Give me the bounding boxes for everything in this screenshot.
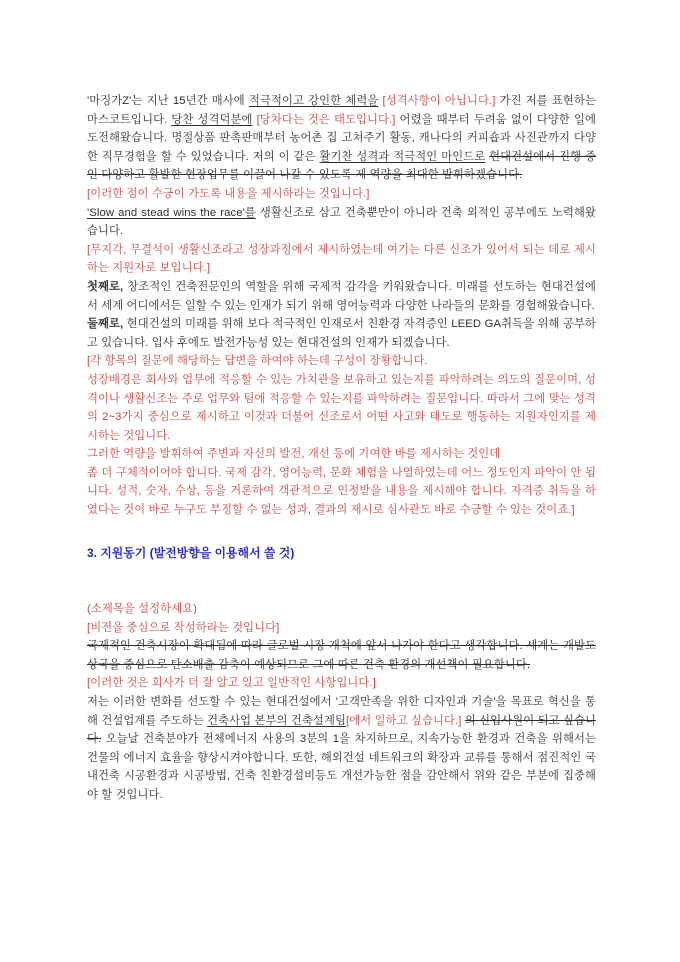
annotation-paragraph: 성장배경은 회사와 업무에 적응할 수 있는 가치관을 보유하고 있는지를 파악하려는 의도의 질문이며, 성격이나 생활신조는 주로 업무와 팀에 적응할 수 있는지를 파악하려는 질문입니다. 따라서 그에 맞는 성격의 2~3가지 중심으로 제시하고 이것과 더불어 신조로서 어떤 사고와 태도로 행동하는 지원자인지를 제시하는 것입니다. (87, 373, 596, 442)
text-run: 저는 이러한 변화를 선도할 수 있는 현대건설에서 '고객만족을 위한 디자인과 기술'을 목표로 혁신을 통해 건설업계를 주도하는 (87, 696, 596, 727)
text-run: 첫째로, (87, 280, 124, 293)
annotation-paragraph: [이러한 것은 회사가 더 잘 알고 있고 일반적인 사항입니다.] (87, 677, 376, 690)
text-run: 적극적이고 강인한 체력을 (248, 95, 379, 107)
text-run: 활기찬 성격과 적극적인 마인드로 (319, 150, 486, 163)
section-heading: 3. 지원동기 (발전방향을 이용해서 쓸 것) (87, 546, 295, 561)
spacer (87, 581, 596, 600)
body-paragraph (87, 278, 596, 315)
text-run: 국제적인 건축시장이 확대됨에 따라 글로벌 시장 개척에 앞서 나가야 한다고 생각합니다. 세계는 개발도상국을 중심으로 탄소배출 감축이 예상되므로 그에 따른 건축 환경의 개선책이 필요합니다. (87, 640, 596, 671)
annotation-paragraph: [비전을 중심으로 작성하라는 것입니다] (87, 621, 280, 634)
annotation-paragraph: 그러한 역량을 발휘하여 주변과 자신의 발전, 개선 등에 기여한 바를 제시하는 것인데 (87, 448, 501, 461)
body-paragraph (87, 693, 596, 805)
body-paragraph (87, 92, 596, 185)
text-run: 'Slow and stead wins the race'를 (87, 206, 256, 219)
body-paragraph (87, 637, 596, 674)
text-run: 의 신입사원이 되고 싶습니다. (87, 714, 596, 746)
spacer (87, 520, 596, 539)
text-run: 가진 저를 표현하는 마스코트입니다. (87, 95, 596, 126)
text-run: 어렸을 때부터 두려움 없이 다양한 일에 도전해왔습니다. 명절상품 판촉판매부터 농어촌 집 고쳐주기 활동, 캐나다의 커피숍과 사진관까지 다양한 직무경험을 할 수 있었습니다. 저의 이 같은 (87, 113, 596, 163)
annotation-paragraph: 좀 더 구체적이어야 합니다. 국제 감각, 영어능력, 문화 체험을 나열하였는데 어느 정도인지 파악이 안 됩니다. 성적, 숫자, 수상, 등을 거론하여 객관적으로 인정받을 내용을 제시해야 합니다. 자격증 취득을 하였다는 것이 바로 누구도 부정할 수 없는 성과, 결과의 제시로 심사관도 바로 수긍할 수 있는 것이죠.] (87, 466, 596, 517)
annotation-inline: [에서 일하고 싶습니다.] (345, 714, 462, 727)
text-run: 건축사업 본부의 건축설계팀 (207, 714, 346, 727)
text-run: 당찬 성격덕분에 (171, 113, 253, 126)
text-run: 창조적인 건축전문인의 역할을 위해 국제적 감각을 키워왔습니다. 미래를 선도하는 현대건설에서 세계 어디에서든 일할 수 있는 인재가 되기 위해 영어능력과 다양한 나라들의 문화를 경험해왔습니다. (87, 280, 596, 312)
annotation-paragraph: [각 항목의 질문에 해당하는 답변을 하여야 하는데 구성이 장황합니다. (87, 355, 428, 368)
body-paragraph (87, 204, 596, 241)
annotation-paragraph: (소제목을 설정하세요) (87, 603, 198, 616)
text-run: 둘째로, (87, 318, 124, 331)
text-run: '마징가Z'는 지난 15년간 매사에 (87, 95, 249, 107)
text-run: 현대건설에서 진행 중인 다양하고 활발한 현장업무를 이끌어 나갈 수 있도록 제 역량을 최대한 발휘하겠습니다. (87, 150, 596, 182)
annotation-paragraph: [이러한 점이 수긍이 가도록 내용을 제시하라는 것입니다.] (87, 187, 370, 200)
annotation-inline: [성격사항이 아닙니다.] (382, 95, 496, 107)
annotation-paragraph: [무지각, 무결석이 생활신조라고 성장과정에서 제시하였는데 여기는 다른 신조가 있어서 되는 데로 제시하는 지원자로 보입니다.] (87, 243, 596, 275)
annotation-inline: [당차다는 것은 태도입니다.] (256, 113, 396, 126)
text-run: 생활신조로 삼고 건축뿐만이 아니라 건축 외적인 공부에도 노력해왔습니다. (87, 206, 596, 238)
text-run: 현대건설의 미래를 위해 보다 적극적인 인재로서 친환경 자격증인 LEED GA취득을 위해 공부하고 있습니다. 입사 후에도 발전가능성 있는 현대건설의 인재가 되겠습니다. (87, 318, 596, 349)
spacer (87, 563, 596, 582)
text-run: 오늘날 건축분야가 전체에너지 사용의 3분의 1을 차지하므로, 지속가능한 환경과 건축을 위해서는 건물의 에너지 효율을 향상시켜야합니다. 또한, 해외건설 네트워크의 확장과 교류를 통해서 점진적인 국내건축 시공환경과 시공방법, 건축 친환경설비등도 개선가능한 점을 감안해서 위와 같은 부분에 집중해야 할 것입니다. (87, 733, 596, 801)
body-paragraph (87, 315, 596, 352)
